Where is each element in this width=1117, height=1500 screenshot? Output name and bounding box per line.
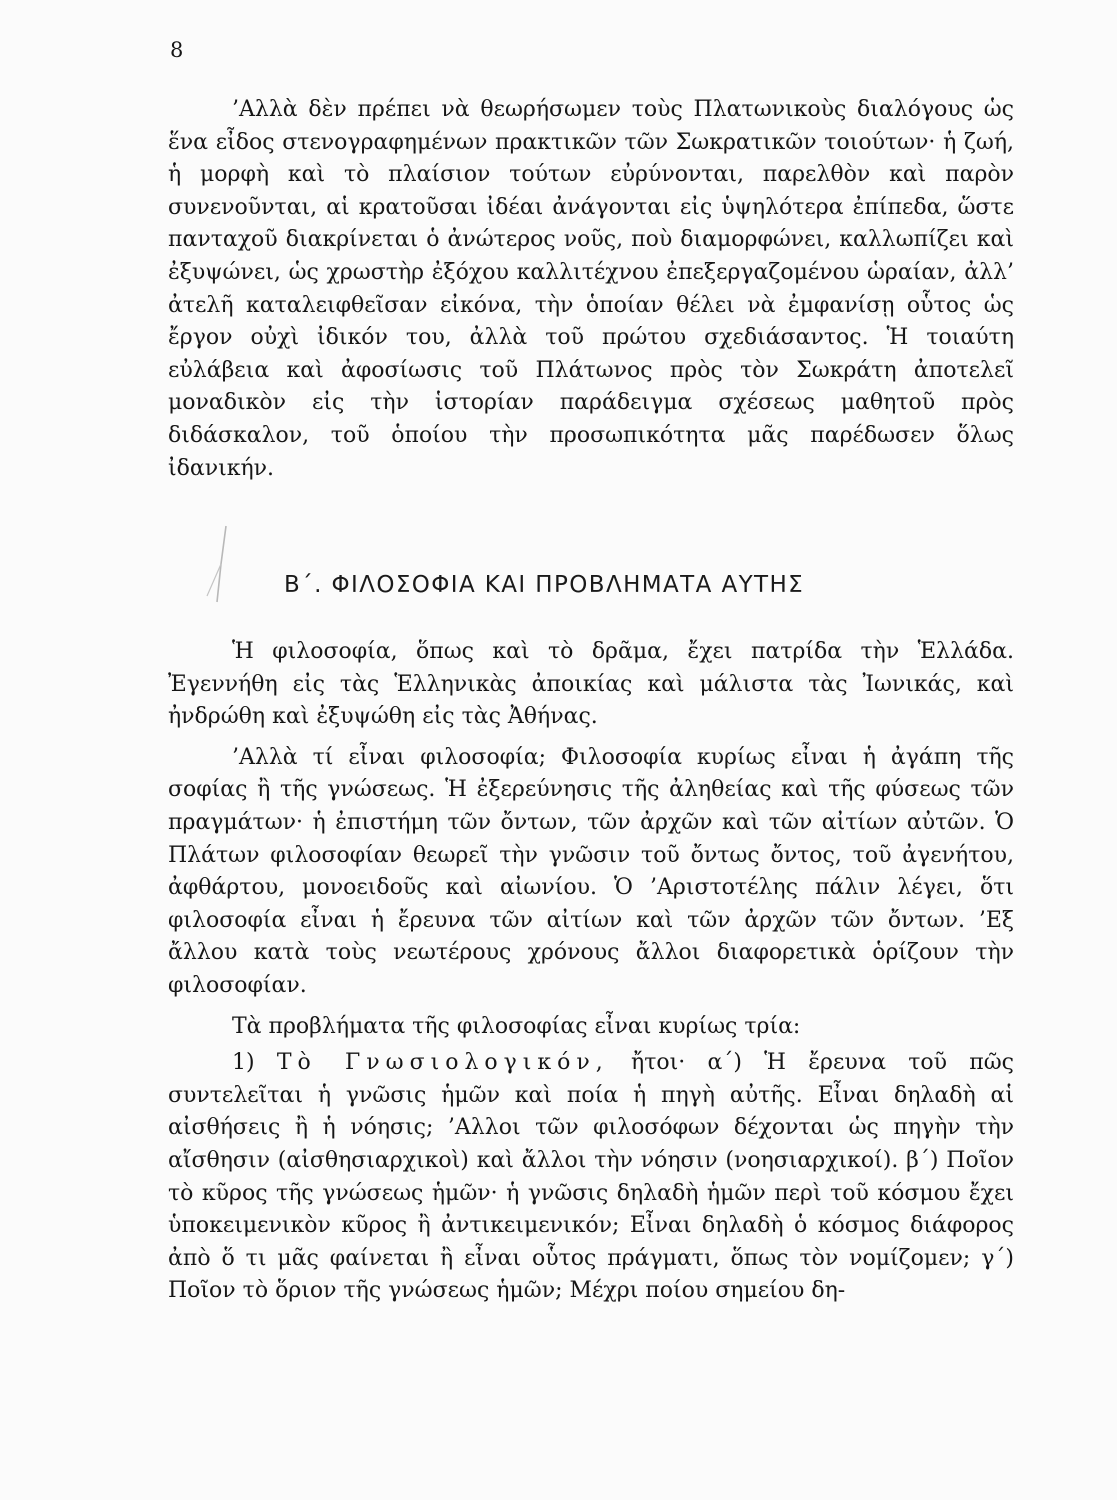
paragraph-philosophy-origin: Ἡ φιλοσοφία, ὅπως καὶ τὸ δρᾶμα, ἔχει πατρίδα τὴν Ἑλλάδα. Ἐγεννήθη εἰς τὰς Ἑλληνικὰς ἀποικίας καὶ μάλιστα τὰς Ἰωνικάς, καὶ ἠνδρώθη καὶ ἐξυψώθη εἰς τὰς Ἀθήνας. [168,639,1014,730]
item-number: 1) [232,1050,255,1076]
intro-text-block [168,94,1014,485]
paragraph-gnosiological-problem [168,1047,1014,1308]
page-number: 8 [170,38,185,62]
paragraph-what-is-philosophy: ’Αλλὰ τί εἶναι φιλοσοφία; Φιλοσοφία κυρίως εἶναι ἡ ἀγάπη τῆς σοφίας ἢ τῆς γνώσεως. Ἡ ἐξερεύνησις τῆς ἀληθείας καὶ τῆς φύσεως τῶν πραγμάτων· ἡ ἐπιστήμη τῶν ὄντων, τῶν ἀρχῶν καὶ τῶν αἰτίων αὐτῶν. Ὁ Πλάτων φιλοσοφίαν θεωρεῖ τὴν γνῶσιν τοῦ ὄντως ὄντος, τοῦ ἀγενήτου, ἀφθάρτου, μονοειδοῦς καὶ αἰωνίου. Ὁ ’Αριστοτέλης πάλιν λέγει, ὅτι φιλοσοφία εἶναι ἡ ἔρευνα τῶν αἰτίων καὶ τῶν ἀρχῶν τῶν ὄντων. ’Εξ ἄλλου κατὰ τοὺς νεωτέρους χρόνους ἄλλοι διαφορετικὰ ὁρίζουν τὴν φιλοσοφίαν. [168,744,1014,998]
pencil-mark-icon [190,520,260,620]
paragraph-problems-intro: Τὰ προβλήματα τῆς φιλοσοφίας εἶναι κυρίως τρία: [232,1013,801,1039]
item-title: Τὸ Γνωσιολογικόν, [276,1050,609,1076]
paragraph-platonic-dialogues: ’Αλλὰ δὲν πρέπει νὰ θεωρήσωμεν τοὺς Πλατωνικοὺς διαλόγους ὡς ἕνα εἶδος στενογραφημένων πρακτικῶν τῶν Σωκρατικῶν τοιούτων· ἡ ζωή, ἡ μορφὴ καὶ τὸ πλαίσιον τούτων εὐρύνονται, παρελθὸν καὶ παρὸν συνενοῦνται, αἱ κρατοῦσαι ἰδέαι ἀνάγονται εἰς ὑψηλότερα ἐπίπεδα, ὥστε πανταχοῦ διακρίνεται ὁ ἀνώτερος νοῦς, ποὺ διαμορφώνει, καλλωπίζει καὶ ἐξυψώνει, ὡς χρωστὴρ ἐξόχου καλλιτέχνου ἐπεξεργαζομένου ὡραίαν, ἀλλ’ ἀτελῆ καταλειφθεῖσαν εἰκόνα, τὴν ὁποίαν θέλει νὰ ἐμφανίσῃ οὗτος ὡς ἔργον οὐχὶ ἰδικόν του, ἀλλὰ τοῦ πρώτου σχεδιάσαντος. Ἡ τοιαύτη εὐλάβεια καὶ ἀφοσίωσις τοῦ Πλάτωνος πρὸς τὸν Σωκράτη ἀποτελεῖ μοναδικὸν εἰς τὴν ἱστορίαν παράδειγμα σχέσεως μαθητοῦ πρὸς διδάσκαλον, τοῦ ὁποίου τὴν προσωπικότητα μᾶς παρέδωσεν ὅλως ἰδανικήν. [168,97,1014,481]
section-heading: Β΄. ΦΙΛΟΣΟΦΙΑ ΚΑΙ ΠΡΟΒΛΗΜΑΤΑ ΑΥΤΗΣ [284,572,805,598]
philosophy-text-block [168,636,1014,1308]
item-text: ἤτοι· α΄) Ἡ ἔρευνα τοῦ πῶς συντελεῖται ἡ γνῶσις ἡμῶν καὶ ποία ἡ πηγὴ αὐτῆς. Εἶναι δηλαδὴ αἱ αἰσθήσεις ἢ ἡ νόησις; ’Αλλοι τῶν φιλοσόφων δέχονται ὡς πηγὴν τὴν αἴσθησιν (αἰσθησιαρχικοὶ) καὶ ἄλλοι τὴν νόησιν (νοησιαρχικοί). β΄) Ποῖον τὸ κῦρος τῆς γνώσεως ἡμῶν· ἡ γνῶσις δηλαδὴ ἡμῶν περὶ τοῦ κόσμου ἔχει ὑποκειμενικὸν κῦρος ἢ ἀντικειμενικόν; Εἶναι δηλαδὴ ὁ κόσμος διάφορος ἀπὸ ὅ τι μᾶς φαίνεται ἢ εἶναι οὗτος πράγματι, ὅπως τὸν νομίζομεν; γ΄) Ποῖον τὸ ὅριον τῆς γνώσεως ἡμῶν; Μέχρι ποίου σημείου δη- [168,1050,1014,1304]
